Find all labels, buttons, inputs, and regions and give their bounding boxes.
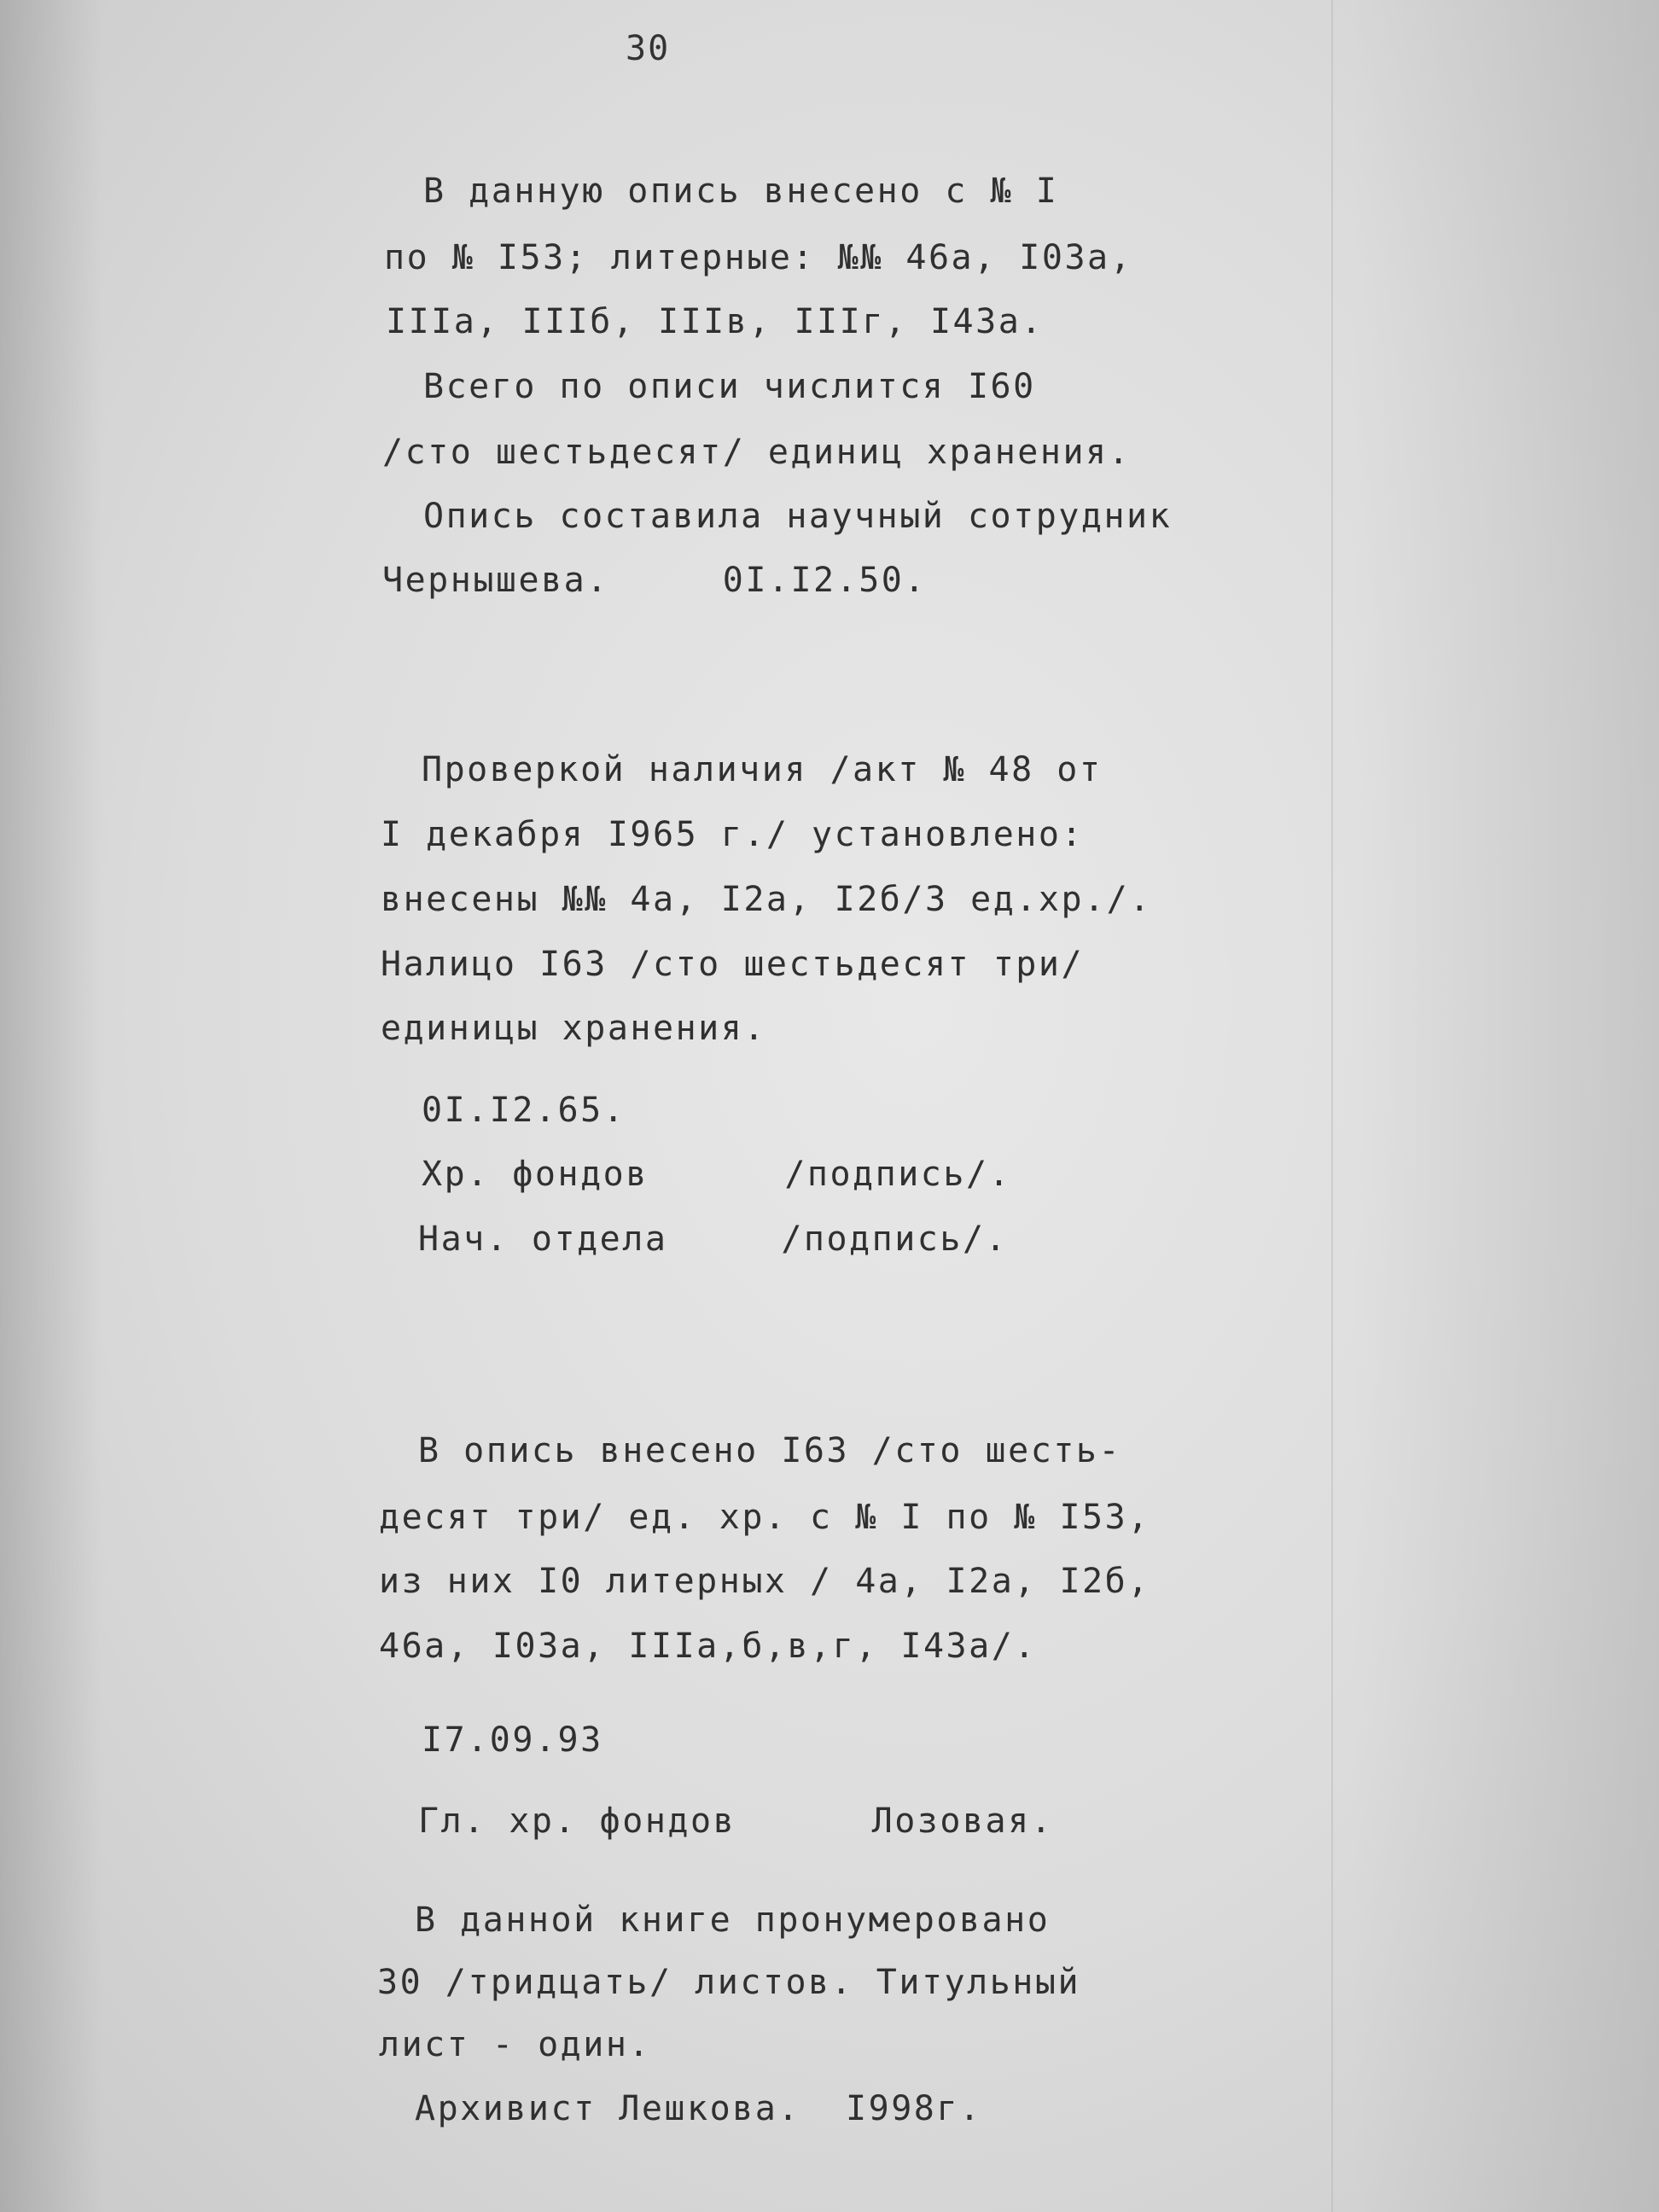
text-line: IIIа, IIIб, IIIв, IIIг, I43а.: [386, 302, 1044, 341]
paper-fold-line: [1331, 0, 1333, 2212]
signature-line: Хр. фондов /подпись/.: [422, 1155, 1012, 1194]
text-line: I декабря I965 г./ установлено:: [381, 815, 1085, 854]
text-line: В опись внесено I63 /сто шесть-: [418, 1431, 1122, 1470]
text-line: Проверкой наличия /акт № 48 от: [422, 750, 1103, 789]
date-line: I7.09.93: [422, 1720, 603, 1760]
text-line: десят три/ ед. хр. с № I по № I53,: [379, 1498, 1150, 1537]
text-line: Налицо I63 /сто шестьдесят три/: [381, 945, 1085, 984]
page-number: 30: [626, 29, 671, 68]
text-line: 30 /тридцать/ листов. Титульный: [377, 1963, 1081, 2002]
text-line: внесены №№ 4а, I2а, I2б/3 ед.хр./.: [381, 880, 1152, 919]
text-line: по № I53; литерные: №№ 46а, I03а,: [384, 238, 1133, 277]
page-shadow-right: [1352, 0, 1659, 2212]
text-line: единицы хранения.: [381, 1009, 766, 1048]
text-line: из них I0 литерных / 4а, I2а, I2б,: [379, 1562, 1150, 1601]
text-line: В данной книге пронумеровано: [415, 1901, 1051, 1940]
signature-line: Нач. отдела /подпись/.: [418, 1220, 1009, 1259]
text-line: лист - один.: [379, 2025, 651, 2064]
signature-line: Архивист Лешкова. I998г.: [415, 2089, 982, 2128]
signature-line: Гл. хр. фондов Лозовая.: [418, 1802, 1054, 1841]
text-line: Чернышева. 0I.I2.50.: [382, 561, 927, 600]
text-line: 46а, I03а, IIIа,б,в,г, I43а/.: [379, 1627, 1037, 1666]
text-line: Опись составила научный сотрудник: [423, 497, 1173, 536]
date-line: 0I.I2.65.: [422, 1091, 626, 1130]
page-shadow-left: [0, 0, 102, 2212]
text-line: В данную опись внесено с № I: [423, 172, 1059, 211]
text-line: Всего по описи числится I60: [423, 367, 1036, 406]
text-line: /сто шестьдесят/ единиц хранения.: [382, 433, 1132, 472]
